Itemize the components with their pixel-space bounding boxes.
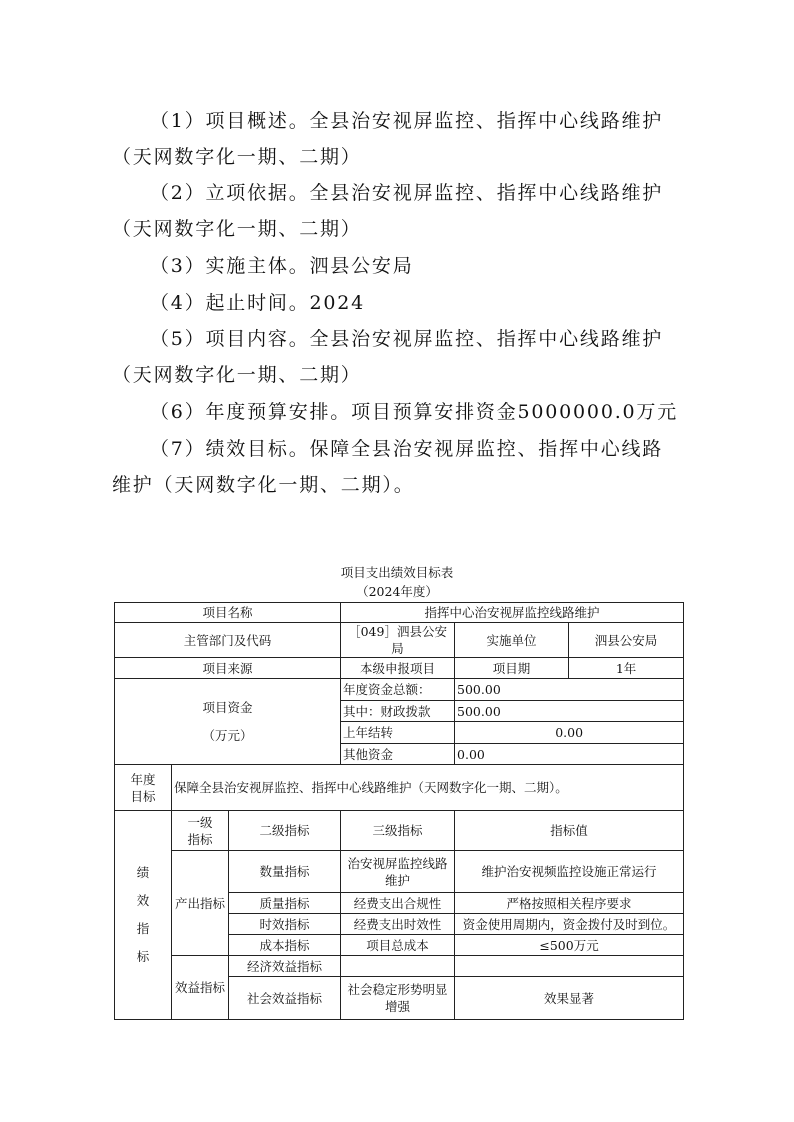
header-level1 bbox=[172, 811, 229, 851]
dept-label: 主管部门及代码 bbox=[115, 623, 341, 658]
table-row bbox=[115, 765, 684, 811]
project-name-label: 项目名称 bbox=[115, 603, 341, 623]
header-level2: 二级指标 bbox=[229, 811, 341, 851]
level3-cell: 项目总成本 bbox=[341, 935, 455, 956]
value-cell: 维护治安视频监控设施正常运行 bbox=[455, 851, 684, 893]
performance-table bbox=[114, 602, 684, 1020]
annual-goal-label-line1: 年度 bbox=[130, 771, 156, 787]
level2-cell: 经济效益指标 bbox=[229, 956, 341, 977]
output-indicators-label: 产出指标 bbox=[172, 851, 229, 956]
funds-fiscal-label: 其中：财政拨款 bbox=[341, 701, 455, 722]
table-row bbox=[115, 679, 684, 701]
paragraph-overview: （1）项目概述。全县治安视屏监控、指挥中心线路维护（天网数字化一期、二期） bbox=[112, 110, 664, 168]
table-row bbox=[115, 658, 684, 679]
funds-label bbox=[115, 679, 341, 765]
value-cell bbox=[455, 956, 684, 977]
benefit-indicators-label: 效益指标 bbox=[172, 956, 229, 1020]
level2-cell: 数量指标 bbox=[229, 851, 341, 893]
annual-goal-value: 保障全县治安视屏监控、指挥中心线路维护（天网数字化一期、二期）。 bbox=[172, 765, 684, 811]
value-cell: 严格按照相关程序要求 bbox=[455, 893, 684, 914]
value-cell: 效果显著 bbox=[455, 977, 684, 1020]
source-label: 项目来源 bbox=[115, 658, 341, 679]
level3-line2: 增强 bbox=[385, 999, 411, 1014]
source-value: 本级申报项目 bbox=[341, 658, 455, 679]
level2-cell: 时效指标 bbox=[229, 914, 341, 935]
table-subtitle: （2024年度） bbox=[356, 584, 438, 599]
paragraph-period: （4）起止时间。2024 bbox=[150, 292, 366, 314]
header-value: 指标值 bbox=[455, 811, 684, 851]
table-row bbox=[115, 603, 684, 623]
annual-goal-label-line2: 目标 bbox=[130, 788, 156, 804]
level3-line1: 治安视屏监控线路 bbox=[347, 855, 448, 871]
level3-cell: 经费支出时效性 bbox=[341, 914, 455, 935]
paragraph-basis: （2）立项依据。全县治安视屏监控、指挥中心线路维护（天网数字化一期、二期） bbox=[112, 182, 664, 240]
dept-value: ［049］泗县公安局 bbox=[341, 623, 455, 658]
funds-fiscal-value: 500.00 bbox=[455, 701, 684, 722]
level3-line1: 社会稳定形势明显 bbox=[347, 982, 448, 997]
level2-cell: 成本指标 bbox=[229, 935, 341, 956]
funds-other-value: 0.00 bbox=[455, 744, 684, 765]
table-row bbox=[115, 956, 684, 977]
level3-cell bbox=[341, 956, 455, 977]
value-cell: ≤500万元 bbox=[455, 935, 684, 956]
level3-cell bbox=[341, 851, 455, 893]
paragraph-implementer: （3）实施主体。泗县公安局 bbox=[150, 255, 414, 277]
table-row bbox=[115, 851, 684, 893]
paragraph-budget: （6）年度预算安排。项目预算安排资金5000000.0万元 bbox=[150, 401, 679, 423]
impl-value: 泗县公安局 bbox=[569, 623, 684, 658]
level3-cell bbox=[341, 977, 455, 1020]
level3-cell: 经费支出合规性 bbox=[341, 893, 455, 914]
funds-label-line1: 项目资金 bbox=[202, 699, 253, 715]
header-level3: 三级指标 bbox=[341, 811, 455, 851]
level2-cell: 社会效益指标 bbox=[229, 977, 341, 1020]
project-name-value: 指挥中心治安视屏监控线路维护 bbox=[341, 603, 684, 623]
table-title: 项目支出绩效目标表 bbox=[340, 565, 454, 580]
performance-indicators-label bbox=[115, 811, 172, 1020]
perf-char: 绩 bbox=[136, 865, 150, 880]
level3-line2: 维护 bbox=[385, 872, 411, 888]
funds-total-label: 年度资金总额： bbox=[341, 679, 455, 701]
value-cell: 资金使用周期内，资金拨付及时到位。 bbox=[455, 914, 684, 935]
funds-total-value: 500.00 bbox=[455, 679, 684, 701]
funds-carryover-value: 0.00 bbox=[455, 722, 684, 744]
table-row bbox=[115, 623, 684, 658]
level2-cell: 质量指标 bbox=[229, 893, 341, 914]
period-label: 项目期 bbox=[455, 658, 569, 679]
perf-char: 效 bbox=[136, 893, 150, 908]
funds-carryover-label: 上年结转 bbox=[341, 722, 455, 744]
header-level1-line1: 一级 bbox=[187, 814, 213, 830]
period-value: 1年 bbox=[569, 658, 684, 679]
perf-char: 标 bbox=[136, 949, 150, 964]
annual-goal-label bbox=[115, 765, 172, 811]
table-row bbox=[115, 811, 684, 851]
funds-label-line2: （万元） bbox=[202, 727, 253, 743]
impl-label: 实施单位 bbox=[455, 623, 569, 658]
funds-other-label: 其他资金 bbox=[341, 744, 455, 765]
header-level1-line2: 指标 bbox=[187, 831, 213, 847]
paragraph-content: （5）项目内容。全县治安视屏监控、指挥中心线路维护（天网数字化一期、二期） bbox=[112, 328, 664, 386]
paragraph-goal: （7）绩效目标。保障全县治安视屏监控、指挥中心线路维护（天网数字化一期、二期）。 bbox=[112, 438, 664, 496]
perf-char: 指 bbox=[136, 921, 150, 936]
